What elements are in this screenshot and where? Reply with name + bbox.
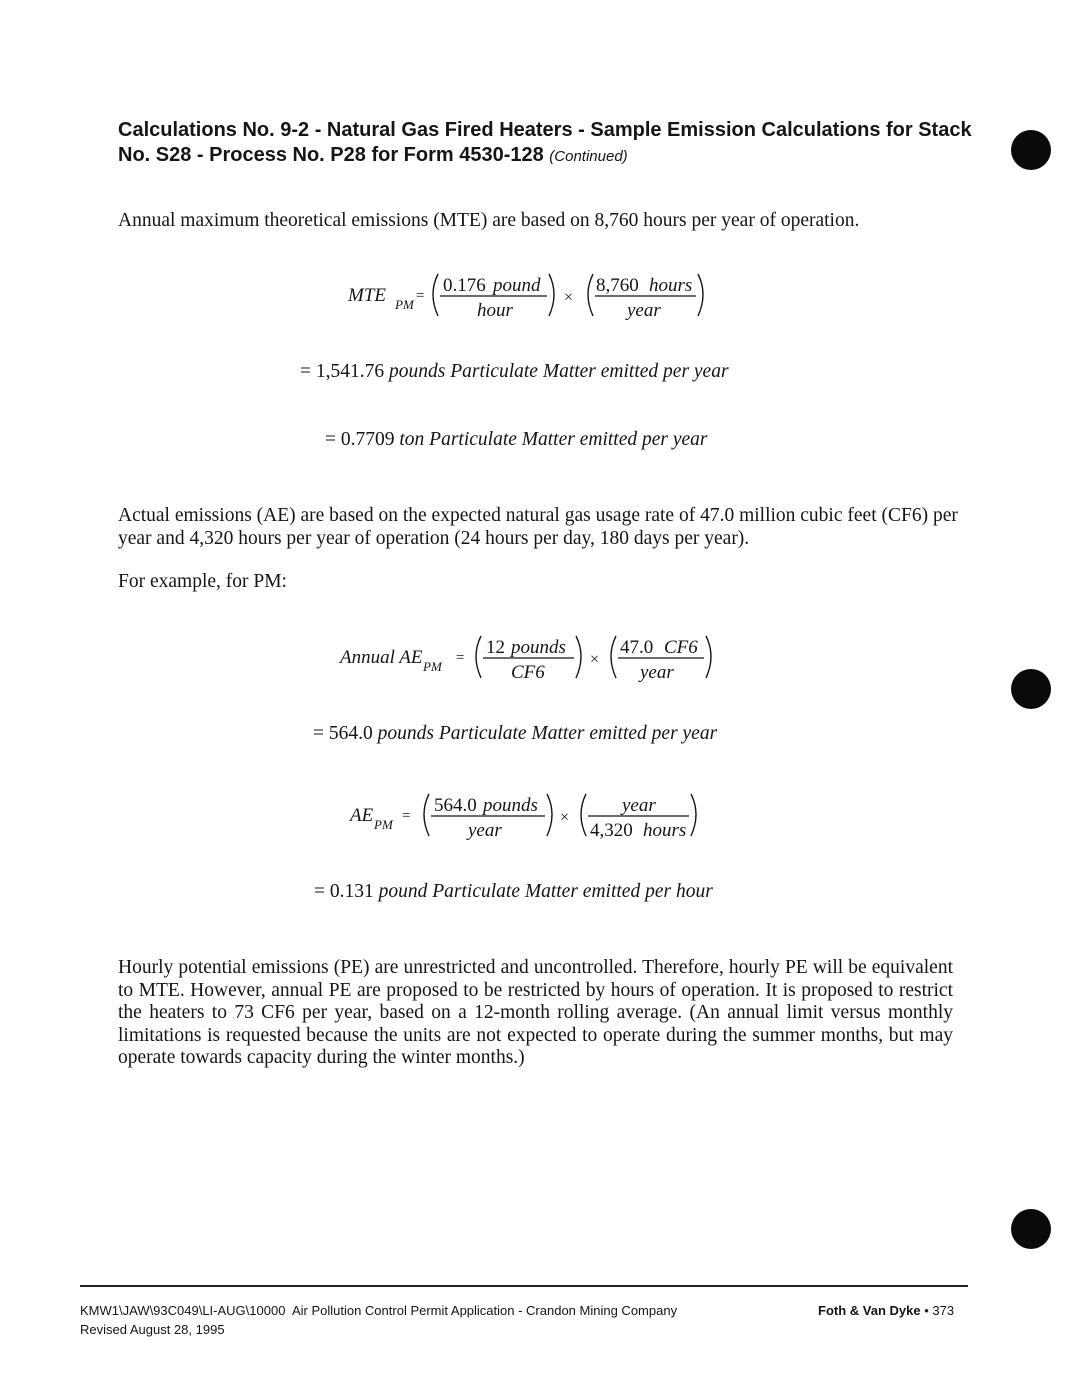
frac2-den: year: [640, 662, 674, 683]
example-paragraph: For example, for PM:: [118, 571, 287, 592]
eq-lhs-sub: PM: [423, 659, 442, 674]
footer-page-info: [818, 1301, 954, 1320]
paren-left: [476, 636, 481, 678]
frac1-num-unit: pounds: [511, 637, 566, 658]
result-value: = 0.7709: [325, 429, 395, 450]
result-value: = 0.131: [314, 881, 374, 902]
frac1-den: CF6: [511, 662, 545, 683]
frac2-den: year: [627, 300, 661, 321]
punch-hole-middle: [1011, 669, 1051, 709]
paren-right: [549, 274, 554, 316]
title-text: Calculations No. 9-2 - Natural Gas Fired Heaters - Sample Emission Calculations for Stack No. S28 - Process No. P28 for Form 4530-128: [118, 119, 972, 166]
page-title: [118, 118, 998, 169]
footer-rule: [80, 1285, 968, 1287]
result-text: pounds Particulate Matter emitted per year: [389, 361, 729, 382]
footer-bullet: •: [924, 1303, 929, 1318]
pe-paragraph: Hourly potential emissions (PE) are unrestricted and uncontrolled. Therefore, hourly PE will be equivalent to MTE. However, annual PE are proposed to be restricted by hours of operation. It is proposed to restrict the heaters to 73 CF6 per year, based on a 12-month rolling average. (An annual limit versus monthly limitations is requested because the units are not expected to operate during the summer months, but may operate towards capacity during the winter months.): [118, 957, 953, 1068]
times-sign: ×: [564, 289, 574, 306]
punch-hole-bottom: [1011, 1209, 1051, 1249]
frac2-num-unit: CF6: [664, 637, 698, 658]
frac1-den: hour: [477, 300, 513, 321]
eq-lhs-sub: PM: [374, 817, 393, 832]
footer-firm: Foth & Van Dyke: [818, 1303, 921, 1318]
frac1-num-unit: pounds: [483, 795, 538, 816]
paren-right: [547, 794, 552, 836]
punch-hole-top: [1011, 130, 1051, 170]
result-mte-pounds: [300, 361, 729, 383]
paren-left: [588, 274, 593, 316]
result-value: = 564.0: [313, 723, 373, 744]
frac2-num-value: 8,760: [596, 275, 639, 296]
annual-ae-equation: [336, 630, 726, 690]
paren-left: [611, 636, 616, 678]
paren-right: [706, 636, 711, 678]
result-ae-pounds: [313, 723, 717, 745]
frac2-num-value: 47.0: [620, 637, 654, 658]
frac2-den-unit: hours: [643, 820, 687, 841]
paren-left: [424, 794, 429, 836]
result-text: ton Particulate Matter emitted per year: [399, 429, 708, 450]
eq-equals: =: [456, 650, 465, 666]
times-sign: ×: [560, 809, 570, 826]
paren-right: [691, 794, 696, 836]
eq-equals: =: [416, 288, 425, 304]
result-text: pounds Particulate Matter emitted per year: [377, 723, 718, 744]
mte-equation: [340, 268, 720, 328]
times-sign: ×: [590, 651, 600, 668]
footer-page-number: 373: [932, 1303, 955, 1318]
eq-lhs: MTE: [348, 285, 386, 306]
footer-revised-date: Revised August 28, 1995: [80, 1322, 225, 1337]
frac2-num-unit: hours: [649, 275, 693, 296]
paren-left: [433, 274, 438, 316]
frac2-den-value: 4,320: [590, 820, 633, 841]
result-mte-tons: [325, 429, 708, 451]
paren-right: [576, 636, 581, 678]
result-text: pound Particulate Matter emitted per hour: [378, 881, 713, 902]
footer-doc-reference: KMW1\JAW\93C049\LI-AUG\10000 Air Pollution Control Permit Application - Crandon Mining Company: [80, 1303, 678, 1318]
continued-label: (Continued): [549, 148, 628, 165]
frac1-num-value: 564.0: [434, 795, 477, 816]
eq-equals: =: [402, 808, 411, 824]
eq-lhs: AE: [350, 805, 374, 826]
mte-paragraph: Annual maximum theoretical emissions (MTE) are based on 8,760 hours per year of operation.: [118, 210, 860, 231]
hourly-ae-equation: [346, 788, 706, 848]
eq-lhs-sub: PM: [395, 297, 414, 312]
frac2-num: year: [622, 795, 656, 816]
frac1-num-value: 12: [486, 637, 505, 658]
result-ae-hourly: [314, 881, 713, 903]
ae-paragraph: Actual emissions (AE) are based on the expected natural gas usage rate of 47.0 million cubic feet (CF6) per year and 4,320 hours per year of operation (24 hours per day, 180 days per year).: [118, 505, 958, 549]
eq-lhs: Annual AE: [340, 647, 423, 668]
frac1-den: year: [468, 820, 502, 841]
paren-left: [581, 794, 586, 836]
paren-right: [698, 274, 703, 316]
frac1-num-unit: pound: [493, 275, 541, 296]
result-value: = 1,541.76: [300, 361, 385, 382]
frac1-num-value: 0.176: [443, 275, 486, 296]
